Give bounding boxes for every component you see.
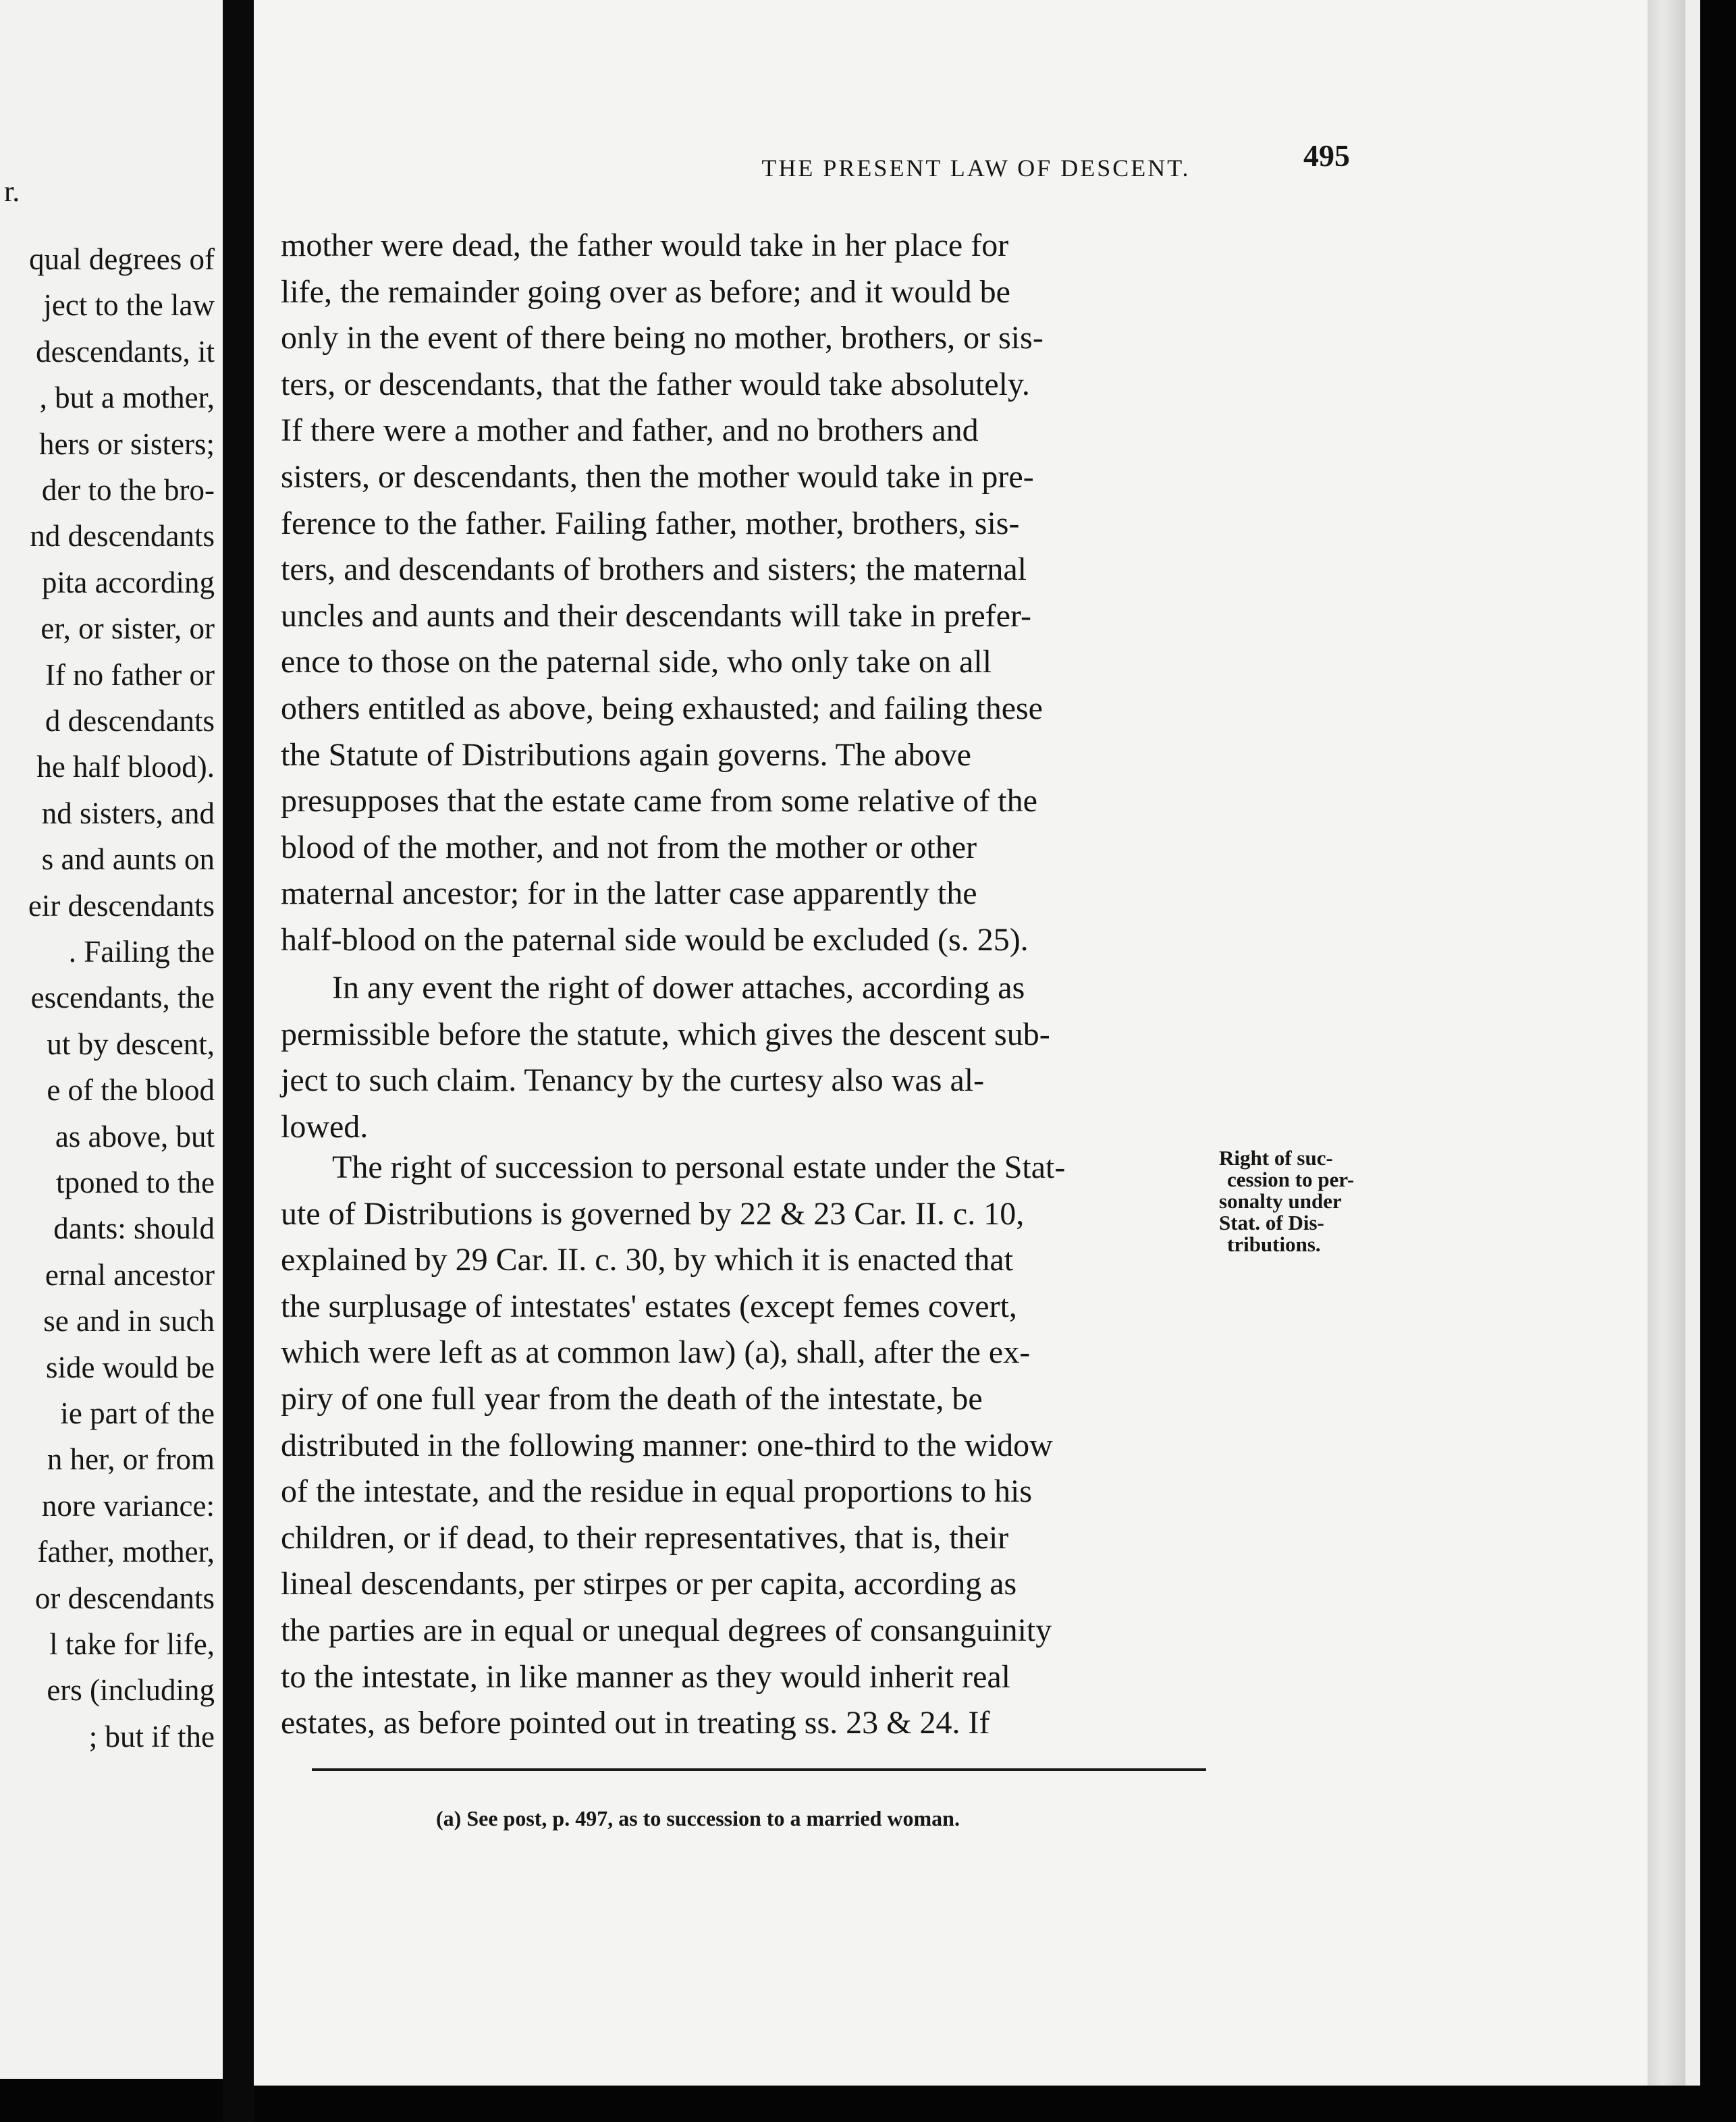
left-page-line: , but a mother, xyxy=(39,381,215,415)
left-page-line: der to the bro- xyxy=(41,473,215,507)
body-line: the parties are in equal or unequal degrees of consanguinity xyxy=(281,1612,1052,1648)
body-line: ters, or descendants, that the father would take absolutely. xyxy=(281,366,1030,402)
margin-note-line: Stat. of Dis- xyxy=(1219,1211,1324,1234)
left-page-line: ie part of the xyxy=(60,1396,215,1430)
left-page-line: ernal ancestor xyxy=(45,1257,215,1292)
body-line: lineal descendants, per stirpes or per capita, according as xyxy=(281,1566,1017,1602)
margin-note-line: sonalty under xyxy=(1219,1189,1342,1213)
left-page-line: . Failing the xyxy=(68,935,215,969)
margin-note-line: tributions. xyxy=(1227,1232,1321,1256)
page-edge xyxy=(1648,0,1685,2086)
page-edge-outer xyxy=(1685,0,1700,2086)
body-line: maternal ancestor; for in the latter case apparently the xyxy=(281,875,977,912)
body-line: to the intestate, in like manner as they would inherit real xyxy=(281,1658,1011,1695)
margin-note xyxy=(1219,1147,1421,1255)
body-line: mother were dead, the father would take in her place for xyxy=(281,227,1009,263)
body-line: which were left as at common law) (a), shall, after the ex- xyxy=(281,1334,1031,1371)
left-page-line: nd sisters, and xyxy=(41,796,215,830)
left-page-line: father, mother, xyxy=(37,1535,215,1569)
body-line: explained by 29 Car. II. c. 30, by which it is enacted that xyxy=(281,1242,1014,1278)
footnote-rule xyxy=(312,1768,1206,1771)
book-gutter xyxy=(223,0,254,2122)
left-page-line: hers or sisters; xyxy=(39,427,215,461)
body-line: children, or if dead, to their representatives, that is, their xyxy=(281,1519,1009,1556)
body-line: only in the event of there being no mother, brothers, or sis- xyxy=(281,320,1043,356)
left-page-line: l take for life, xyxy=(49,1627,215,1661)
left-page-line: ject to the law xyxy=(43,288,215,323)
left-page-line: as above, but xyxy=(55,1119,215,1153)
body-line: estates, as before pointed out in treating ss. 23 & 24. If xyxy=(281,1705,990,1741)
left-page-corner-mark: r. xyxy=(4,175,20,208)
body-line: ters, and descendants of brothers and sisters; the maternal xyxy=(281,551,1027,588)
left-page-line: tponed to the xyxy=(56,1166,215,1199)
body-line: half-blood on the paternal side would be excluded (s. 25). xyxy=(281,922,1029,958)
left-page-line: or descendants xyxy=(34,1581,215,1615)
left-page-line: qual degrees of xyxy=(29,242,215,276)
body-line: ence to those on the paternal side, who only take on all xyxy=(281,644,992,680)
left-page-line: s and aunts on xyxy=(41,842,215,877)
running-head: THE PRESENT LAW OF DESCENT. xyxy=(761,155,1191,182)
left-page-line: side would be xyxy=(46,1350,215,1384)
left-page-line: eir descendants xyxy=(28,888,215,923)
body-line: permissible before the statute, which gives the descent sub- xyxy=(281,1016,1050,1052)
body-line: life, the remainder going over as before; and it would be xyxy=(281,273,1010,310)
body-line: piry of one full year from the death of the intestate, be xyxy=(281,1381,983,1417)
body-line: sisters, or descendants, then the mother would take in pre- xyxy=(281,459,1034,495)
book-page xyxy=(254,0,1648,2086)
body-line: ute of Distributions is governed by 22 & 23 Car. II. c. 10, xyxy=(281,1195,1025,1232)
left-page-line: n her, or from xyxy=(47,1442,215,1477)
body-line: lowed. xyxy=(281,1108,369,1145)
left-facing-page xyxy=(0,0,223,2079)
left-page-line: If no father or xyxy=(45,657,215,692)
left-page-line: e of the blood xyxy=(47,1073,215,1108)
body-line: blood of the mother, and not from the mother or other xyxy=(281,829,977,865)
body-line: others entitled as above, being exhausted; and failing these xyxy=(281,690,1043,726)
body-line: ference to the father. Failing father, mother, brothers, sis- xyxy=(281,505,1020,541)
left-page-line: dants: should xyxy=(53,1212,215,1246)
body-line: ject to such claim. Tenancy by the curtesy also was al- xyxy=(281,1062,985,1099)
margin-note-line: cession to per- xyxy=(1227,1168,1355,1191)
body-line: The right of succession to personal estate under the Stat- xyxy=(332,1149,1066,1185)
left-page-line: he half blood). xyxy=(36,750,215,784)
body-line: In any event the right of dower attaches, according as xyxy=(332,970,1025,1006)
footnote: (a) See post, p. 497, as to succession to a married woman. xyxy=(436,1806,960,1830)
margin-note-line: Right of suc- xyxy=(1219,1146,1333,1170)
body-line: presupposes that the estate came from some relative of the xyxy=(281,783,1037,819)
left-page-line: nore variance: xyxy=(41,1488,215,1523)
body-line: If there were a mother and father, and no brothers and xyxy=(281,412,979,449)
left-page-line: er, or sister, or xyxy=(40,611,215,646)
page-number: 495 xyxy=(1303,138,1350,173)
left-page-line: se and in such xyxy=(43,1304,215,1338)
left-page-line: descendants, it xyxy=(36,334,215,369)
left-page-line: d descendants xyxy=(45,704,215,738)
left-page-line: ers (including xyxy=(47,1673,215,1708)
left-page-line: nd descendants xyxy=(30,519,215,553)
left-page-line: escendants, the xyxy=(30,981,215,1015)
body-line: uncles and aunts and their descendants will take in prefer- xyxy=(281,597,1031,634)
left-page-line: pita according xyxy=(41,565,215,599)
left-page-line: ; but if the xyxy=(88,1719,215,1753)
body-line: the Statute of Distributions again governs. The above xyxy=(281,736,971,773)
body-line: distributed in the following manner: one-third to the widow xyxy=(281,1427,1053,1463)
left-page-line: ut by descent, xyxy=(47,1027,215,1061)
body-line: of the intestate, and the residue in equal proportions to his xyxy=(281,1473,1033,1510)
body-line: the surplusage of intestates' estates (except femes covert, xyxy=(281,1288,1017,1324)
